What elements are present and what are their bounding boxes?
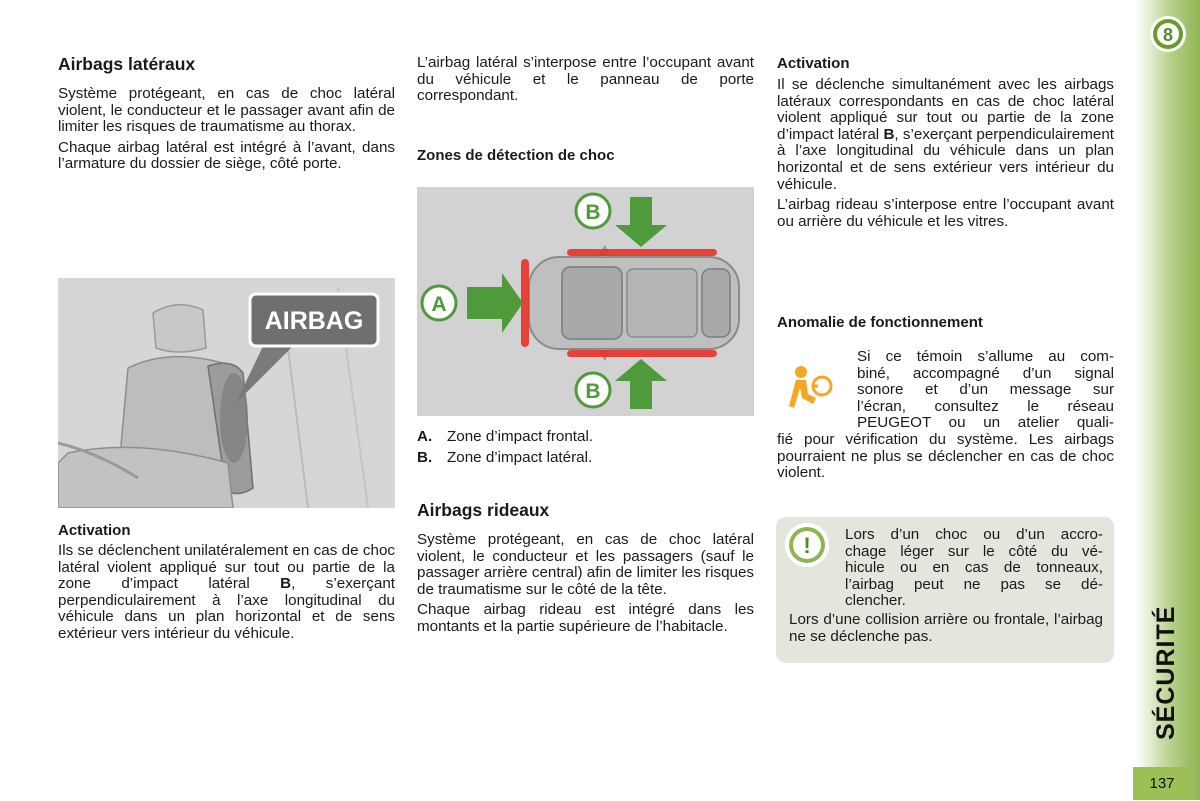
note-paragraph-2: Lors d’une collision arrière ou frontale, l’airbag ne se déclenche pas. — [789, 611, 1103, 645]
airbag-label-text: AIRBAG — [264, 307, 364, 335]
side-impact-zone-top — [567, 249, 717, 256]
seat-illustration — [58, 278, 395, 508]
paragraph-rideau-interpose: L’airbag rideau s’interpose entre l’occupant avant ou arrière du véhicule et les vitres. — [777, 196, 1114, 230]
legend-key: B. — [417, 449, 433, 466]
anomalie-paragraph-rest: fié pour vérification du système. Les airbags pourraient ne plus se déclencher en cas de choc violent. — [777, 431, 1114, 482]
paragraph-interpose: L’airbag latéral s’interpose entre l’occupant avant du véhicule et le panneau de porte correspondant. — [417, 54, 754, 105]
activation-text-part: , s’exerçant perpendiculairement à l’axe longitudinal du véhicule dans un plan horizontal et de sens extérieur vers intérieur du véhicule. — [777, 125, 1114, 193]
legend-text: Zone d’impact frontal. — [447, 428, 594, 445]
note-line: l’airbag peut ne pas se dé- — [845, 575, 1103, 593]
activation-text-part: Il se déclenche simultanément avec les airbags latéraux correspondants en cas de choc latéral violent appliqué sur tout ou partie de la zone d’impact latéral — [777, 76, 1114, 143]
airbag-warning-lamp-icon — [786, 364, 836, 410]
activation-heading-col1: Activation — [58, 522, 131, 539]
seat-airbag-figure — [58, 278, 395, 508]
side-impact-zone-bottom — [567, 350, 717, 357]
paragraph-lateraux-1: Système protégeant, en cas de choc latéral violent, le conducteur et le passager avant afin de limiter les risques de traumatisme au thorax. — [58, 85, 395, 136]
impact-zones-figure — [417, 187, 754, 416]
chapter-number-badge — [1148, 14, 1188, 54]
paragraph-rideaux-1: Système protégeant, en cas de choc latéral violent, le conducteur et les passagers (sauf le passager arrière central) afin de limiter les risques de traumatisme sur le côté de la tête. — [417, 531, 754, 598]
note-line: clencher. — [845, 592, 906, 610]
zone-b-ref: B — [280, 575, 292, 593]
note-line: hicule ou en cas de tonneaux, — [845, 559, 1103, 577]
note-wrapped-lines — [845, 527, 1103, 610]
paragraph-rideaux-2: Chaque airbag rideau est intégré dans les montants et la partie supérieure de l’habitacle. — [417, 601, 754, 635]
activation-heading-col3: Activation — [777, 55, 850, 72]
zone-label-b-top: B — [585, 201, 601, 224]
zones-heading: Zones de détection de choc — [417, 147, 615, 164]
anomalie-line: Si ce témoin s’allume au com- — [857, 348, 1114, 365]
chapter-title-vertical: SÉCURITÉ — [1152, 605, 1180, 740]
legend-key: A. — [417, 428, 433, 445]
anomalie-line: PEUGEOT ou un atelier quali- — [857, 414, 1114, 432]
legend-row-a — [417, 428, 593, 445]
note-line: Lors d’un choc ou d’un accro- — [845, 526, 1103, 543]
warning-exclamation-icon — [784, 522, 830, 568]
anomalie-wrapped-lines — [857, 349, 1114, 432]
car-top-view — [417, 187, 754, 416]
activation-text-part: , s’exerçant perpendiculairement à l’axe longitudinal du véhicule dans un plan horizontal et de sens extérieur vers intérieur du véhicule. — [58, 575, 395, 642]
anomalie-heading: Anomalie de fonctionnement — [777, 314, 983, 331]
anomalie-line: l’écran, consultez le réseau — [857, 397, 1114, 415]
page-number: 137 — [1133, 767, 1191, 800]
legend-text: Zone d’impact latéral. — [447, 449, 593, 466]
anomalie-line: sonore et d’un message sur — [857, 381, 1114, 399]
zone-label-b-bottom: B — [585, 380, 601, 403]
anomalie-line: biné, accompagné d’un signal — [857, 364, 1114, 382]
zone-label-a: A — [431, 293, 447, 316]
legend-row-b — [417, 449, 592, 466]
chapter-number: 8 — [1162, 25, 1174, 45]
exclamation-glyph: ! — [803, 533, 811, 558]
zone-b-ref: B — [883, 125, 895, 143]
note-line: chage léger sur le côté du vé- — [845, 542, 1103, 560]
activation-paragraph-col3 — [777, 77, 1114, 193]
section-title-airbags-lateraux: Airbags latéraux — [58, 54, 196, 74]
paragraph-lateraux-2: Chaque airbag latéral est intégré à l’avant, dans l’armature du dossier de siège, côté porte. — [58, 138, 395, 173]
activation-text-part: Ils se déclenchent unilatéralement en cas de choc latéral violent appliqué sur tout ou partie de la zone d’impact latéral — [58, 542, 395, 593]
section-title-airbags-rideaux: Airbags rideaux — [417, 500, 550, 520]
activation-paragraph-col1 — [58, 543, 395, 643]
